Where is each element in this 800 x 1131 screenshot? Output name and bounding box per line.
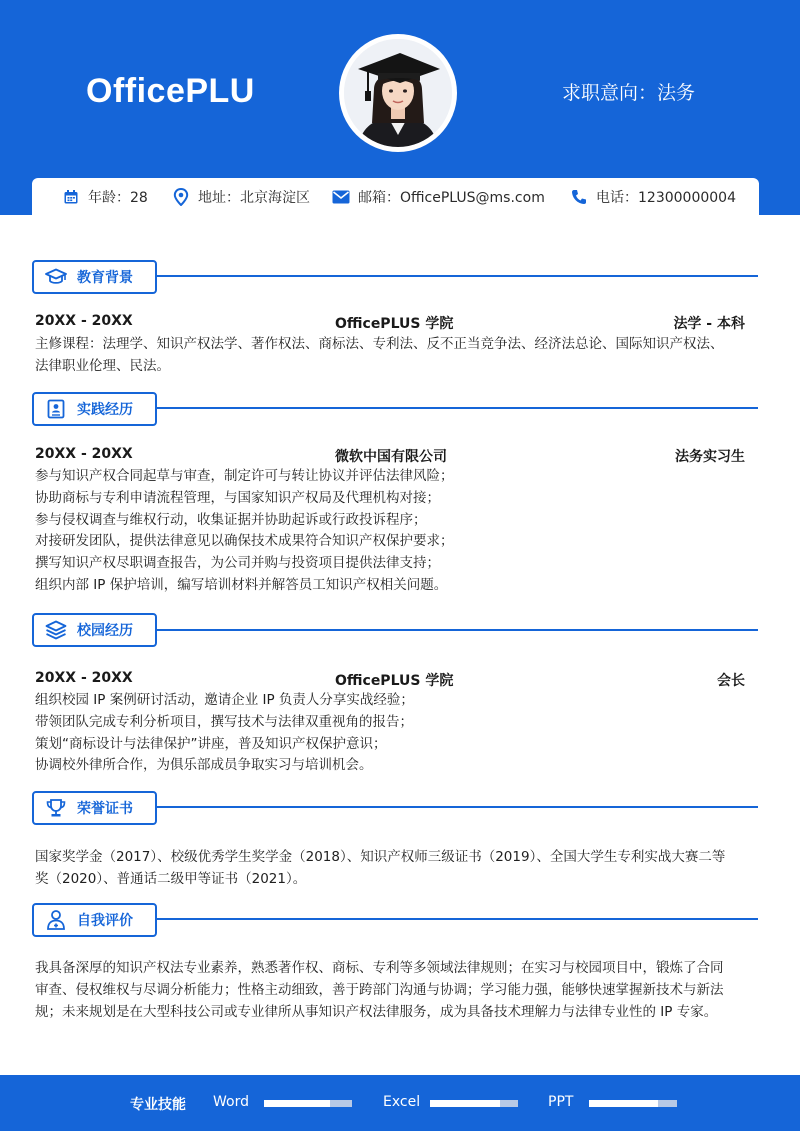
contact-info-bar xyxy=(32,178,759,215)
age-item xyxy=(62,178,148,215)
practice-row-head xyxy=(35,446,745,466)
skill-name-word: Word xyxy=(213,1094,249,1110)
section-divider xyxy=(157,275,758,277)
text-line: 协调校外律所合作，为俱乐部成员争取实习与培训机会。 xyxy=(35,757,373,774)
skill-name-ppt: PPT xyxy=(548,1094,574,1110)
phone-icon xyxy=(570,188,588,206)
campus-row-head xyxy=(35,670,745,690)
text-line: 审查、侵权维权与尽调分析能力；性格主动细致，善于跨部门沟通与协调；学习能力强，能够快速掌握新技术与新法 xyxy=(35,981,724,998)
avatar xyxy=(339,34,457,152)
section-title: 自我评价 xyxy=(77,913,133,929)
text-line: 主修课程：法理学、知识产权法学、著作权法、商标法、专利法、反不正当竞争法、经济法总论、国际知识产权法、 xyxy=(35,336,724,352)
calendar-icon xyxy=(62,188,80,206)
skill-name-excel: Excel xyxy=(383,1094,421,1110)
phone-text[interactable]: 电话：12300000004 xyxy=(596,189,736,206)
text-line: 参与知识产权合同起草与审查，制定许可与转让协议并评估法律风险； xyxy=(35,468,454,484)
text-line: 国家奖学金（2017）、校级优秀学生奖学金（2018）、知识产权师三级证书（2019）、全国大学生专利实战大赛二等 xyxy=(35,849,726,865)
skill-bar-ppt xyxy=(589,1100,677,1107)
text-line: 带领团队完成专利分析项目，撰写技术与法律双重视角的报告； xyxy=(35,713,413,730)
date-range: 20XX - 20XX xyxy=(35,446,133,462)
text-line: 策划“商标设计与法律保护”讲座，普及知识产权保护意识； xyxy=(35,735,387,752)
section-title: 教育背景 xyxy=(77,270,133,286)
campus-details xyxy=(35,690,753,777)
section-title: 荣誉证书 xyxy=(77,801,133,817)
address-item xyxy=(172,178,310,215)
section-campus-tab xyxy=(32,613,157,647)
text-line: 协助商标与专利申请流程管理，与国家知识产权局及代理机构对接； xyxy=(35,489,440,506)
skill-fill xyxy=(589,1100,658,1107)
role: 法务实习生 xyxy=(675,449,745,465)
role: 会长 xyxy=(717,673,745,689)
organization: OfficePLUS 学院 xyxy=(335,673,454,689)
text-line: 规；未来规划是在大型科技公司或专业律所从事知识产权法律服务，成为具备技术理解力与法律专业性的 IP 专家。 xyxy=(35,1003,718,1020)
text-line: 参与侵权调查与维权行动，收集证据并协助起诉或行政投诉程序； xyxy=(35,511,427,528)
user-plus-icon xyxy=(45,909,67,931)
id-card-icon xyxy=(45,398,67,420)
role: 法学 - 本科 xyxy=(673,316,745,332)
text-line: 我具备深厚的知识产权法专业素养，熟悉著作权、商标、专利等多领域法律规则；在实习与校园项目中，锻炼了合同 xyxy=(35,960,724,976)
skill-bar-excel xyxy=(430,1100,518,1107)
skill-fill xyxy=(264,1100,330,1107)
section-title: 实践经历 xyxy=(77,402,133,418)
graduation-cap-icon xyxy=(45,266,67,288)
section-self-tab xyxy=(32,903,157,937)
section-education-tab xyxy=(32,260,157,294)
section-practice-tab xyxy=(32,392,157,426)
education-details xyxy=(35,334,753,378)
job-intent: 求职意向：法务 xyxy=(562,82,696,104)
text-line: 组织校园 IP 案例研讨活动，邀请企业 IP 负责人分享实战经验； xyxy=(35,692,414,708)
skills-footer xyxy=(0,1075,800,1131)
text-line: 奖（2020）、普通话二级甲等证书（2021）。 xyxy=(35,870,307,887)
age-text: 年龄：28 xyxy=(88,189,148,206)
trophy-icon xyxy=(45,797,67,819)
graduate-portrait-icon xyxy=(344,39,452,147)
skills-title: 专业技能 xyxy=(130,1097,186,1113)
section-divider xyxy=(157,407,758,409)
email-text[interactable]: 邮箱：OfficePLUS@ms.com xyxy=(358,189,545,206)
location-pin-icon xyxy=(172,188,190,206)
section-divider xyxy=(157,629,758,631)
text-line: 法律职业伦理、民法。 xyxy=(35,357,170,374)
section-divider xyxy=(157,918,758,920)
email-item[interactable] xyxy=(332,178,545,215)
skill-fill xyxy=(430,1100,500,1107)
text-line: 撰写知识产权尽职调查报告，为公司并购与投资项目提供法律支持； xyxy=(35,555,440,572)
section-divider xyxy=(157,806,758,808)
text-line: 组织内部 IP 保护培训，编写培训材料并解答员工知识产权相关问题。 xyxy=(35,576,448,593)
section-title: 校园经历 xyxy=(77,623,133,639)
practice-details xyxy=(35,466,753,597)
date-range: 20XX - 20XX xyxy=(35,670,133,686)
phone-item[interactable] xyxy=(570,178,736,215)
honors-details xyxy=(35,847,753,891)
text-line: 对接研发团队，提供法律意见以确保技术成果符合知识产权保护要求； xyxy=(35,533,454,550)
mail-icon xyxy=(332,188,350,206)
education-row-head xyxy=(35,313,745,333)
date-range: 20XX - 20XX xyxy=(35,313,133,329)
skill-bar-word xyxy=(264,1100,352,1107)
section-honors-tab xyxy=(32,791,157,825)
self-details xyxy=(35,958,753,1023)
brand-name: OfficePLU xyxy=(86,72,255,110)
organization: 微软中国有限公司 xyxy=(335,449,447,465)
layers-icon xyxy=(45,619,67,641)
address-text: 地址：北京海淀区 xyxy=(198,189,310,206)
organization: OfficePLUS 学院 xyxy=(335,316,454,332)
